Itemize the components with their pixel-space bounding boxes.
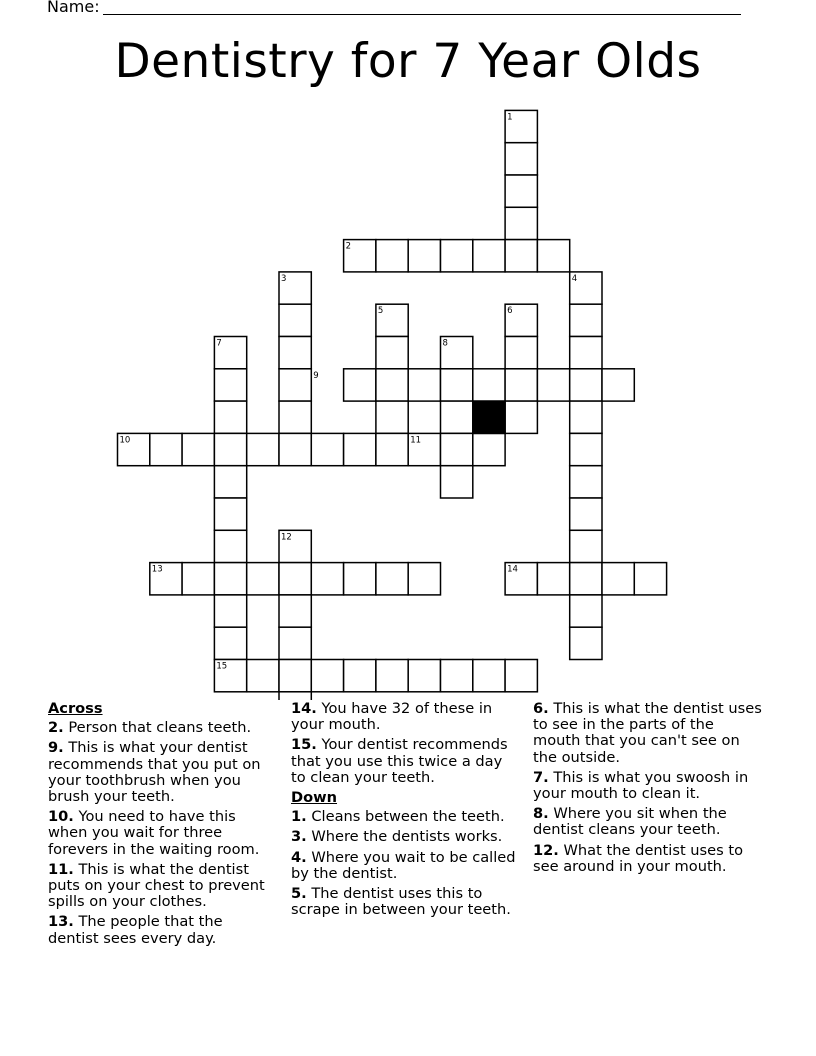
page-title: Dentistry for 7 Year Olds xyxy=(114,34,702,89)
clue-number: 13 xyxy=(151,564,163,575)
clue-num: 1. xyxy=(291,808,307,826)
grid-cell[interactable] xyxy=(214,433,246,465)
grid-cell[interactable] xyxy=(279,401,311,433)
grid-cell[interactable] xyxy=(505,337,537,369)
down-clue xyxy=(291,809,521,825)
grid-cell[interactable] xyxy=(473,433,505,465)
clue-num: 10. xyxy=(48,808,74,826)
down-clue xyxy=(291,850,521,882)
grid-cell[interactable] xyxy=(214,401,246,433)
grid-cell[interactable] xyxy=(214,563,246,595)
down-clue xyxy=(291,886,521,918)
grid-cell[interactable] xyxy=(570,627,602,659)
grid-cell[interactable] xyxy=(441,433,473,465)
grid-cell[interactable] xyxy=(344,433,376,465)
clue-text: Your dentist recommends that you use this twice a day to clean your teeth. xyxy=(291,736,508,786)
grid-cell[interactable] xyxy=(441,401,473,433)
clue-num: 7. xyxy=(533,768,549,786)
clue-column-1 xyxy=(48,701,273,951)
across-clue xyxy=(48,809,273,858)
across-clue xyxy=(48,720,273,736)
grid-cell[interactable] xyxy=(408,240,440,272)
grid-cell[interactable] xyxy=(214,466,246,498)
clue-text: Where the dentists works. xyxy=(306,828,503,846)
across-clue xyxy=(291,701,521,733)
grid-cell[interactable] xyxy=(214,627,246,659)
clue-text: Where you sit when the dentist cleans your teeth. xyxy=(533,805,727,839)
clue-text: This is what you swoosh in your mouth to clean it. xyxy=(533,768,749,803)
clue-number: 3 xyxy=(281,273,287,284)
grid-cell[interactable] xyxy=(570,369,602,401)
grid-cell[interactable] xyxy=(376,337,408,369)
grid-cell[interactable] xyxy=(182,563,214,595)
clue-number: 11 xyxy=(410,435,422,446)
across-clue xyxy=(291,737,521,786)
grid-cell[interactable] xyxy=(408,369,440,401)
grid-cell[interactable] xyxy=(247,563,279,595)
grid-cell[interactable] xyxy=(279,660,311,692)
clue-text: This is what your dentist recommends that you put on your toothbrush when you brush your teeth. xyxy=(48,739,261,806)
grid-cell[interactable] xyxy=(311,563,343,595)
name-label: Name: xyxy=(47,0,100,16)
grid-cell[interactable] xyxy=(311,433,343,465)
clue-number: 12 xyxy=(281,532,292,543)
grid-cell[interactable] xyxy=(279,563,311,595)
grid-cell[interactable] xyxy=(279,692,311,700)
clue-text: Where you wait to be called by the dentist. xyxy=(291,848,516,882)
clue-num: 13. xyxy=(48,913,74,931)
down-clue xyxy=(533,770,765,802)
clue-text: The dentist uses this to scrape in between your teeth. xyxy=(291,885,511,919)
grid-cell[interactable] xyxy=(570,595,602,627)
clue-number: 10 xyxy=(119,435,131,446)
grid-cell[interactable] xyxy=(537,563,569,595)
clue-num: 9. xyxy=(48,739,64,757)
grid-cell[interactable] xyxy=(376,433,408,465)
clue-num: 8. xyxy=(533,805,549,823)
clue-column-2 xyxy=(291,701,521,922)
grid-cell[interactable] xyxy=(570,530,602,562)
clue-text: This is what the dentist uses to see in the parts of the mouth that you can't see on the outside. xyxy=(533,700,762,766)
clue-text: What the dentist uses to see around in your mouth. xyxy=(533,841,744,875)
grid-cell[interactable] xyxy=(376,401,408,433)
grid-cell[interactable] xyxy=(279,595,311,627)
grid-cell[interactable] xyxy=(537,240,569,272)
grid-cell[interactable] xyxy=(473,660,505,692)
down-clue xyxy=(533,701,765,766)
grid-cell[interactable] xyxy=(376,240,408,272)
clue-text: Person that cleans teeth. xyxy=(63,719,252,737)
grid-cell[interactable] xyxy=(376,369,408,401)
grid-cell[interactable] xyxy=(376,563,408,595)
grid-cell[interactable] xyxy=(570,466,602,498)
grid-cell[interactable] xyxy=(570,433,602,465)
clue-number: 4 xyxy=(571,273,578,284)
grid-cell[interactable] xyxy=(505,207,537,239)
clue-num: 4. xyxy=(291,848,307,866)
grid-cell[interactable] xyxy=(570,304,602,336)
clue-number: 5 xyxy=(377,306,384,317)
grid-cell[interactable] xyxy=(408,563,440,595)
clue-num: 2. xyxy=(48,719,64,737)
grid-cell[interactable] xyxy=(344,660,376,692)
across-clue xyxy=(48,914,273,946)
grid-cell[interactable] xyxy=(247,433,279,465)
black-cell xyxy=(473,401,505,433)
grid-cell[interactable] xyxy=(311,660,343,692)
clue-number: 1 xyxy=(507,112,513,123)
clue-number: 15 xyxy=(216,661,228,672)
clue-text: This is what the dentist puts on your chest to prevent spills on your clothes. xyxy=(48,860,265,911)
clue-num: 12. xyxy=(533,841,559,859)
grid-cell[interactable] xyxy=(214,595,246,627)
grid-cell[interactable] xyxy=(505,175,537,207)
across-clue xyxy=(48,862,273,911)
clue-num: 6. xyxy=(533,700,549,717)
clue-number: 7 xyxy=(216,338,222,349)
clue-text: Cleans between the teeth. xyxy=(306,808,505,826)
clue-text: You have 32 of these in your mouth. xyxy=(291,700,493,734)
grid-cell[interactable] xyxy=(505,401,537,433)
clue-text: You need to have this when you wait for three forevers in the waiting room. xyxy=(48,808,260,858)
grid-cell[interactable] xyxy=(344,369,376,401)
grid-cell[interactable] xyxy=(344,563,376,595)
grid-cell[interactable] xyxy=(634,563,666,595)
grid-cell[interactable] xyxy=(441,466,473,498)
down-clue xyxy=(533,843,765,875)
grid-cell[interactable] xyxy=(505,143,537,175)
grid-cell[interactable] xyxy=(602,369,634,401)
grid-cell[interactable] xyxy=(408,660,440,692)
clue-number: 8 xyxy=(442,338,448,349)
grid-cell[interactable] xyxy=(214,369,246,401)
grid-cell[interactable] xyxy=(473,369,505,401)
clue-number: 2 xyxy=(345,241,352,252)
grid-cell[interactable] xyxy=(279,627,311,659)
grid-cell[interactable] xyxy=(602,563,634,595)
clue-num: 14. xyxy=(291,700,317,717)
grid-cell[interactable] xyxy=(279,337,311,369)
grid-cell[interactable] xyxy=(214,530,246,562)
clue-num: 5. xyxy=(291,885,307,903)
grid-cell[interactable] xyxy=(441,240,473,272)
grid-cell[interactable] xyxy=(570,563,602,595)
grid-cell[interactable] xyxy=(441,369,473,401)
grid-cell[interactable] xyxy=(537,369,569,401)
down-heading: Down xyxy=(291,789,338,807)
across-clue xyxy=(48,740,273,805)
grid-cell[interactable] xyxy=(570,337,602,369)
grid-cell[interactable] xyxy=(279,433,311,465)
clue-num: 15. xyxy=(291,736,317,754)
clue-column-3 xyxy=(533,701,765,879)
grid-cell[interactable] xyxy=(150,433,182,465)
grid-cell[interactable] xyxy=(505,660,537,692)
grid-cell[interactable] xyxy=(570,401,602,433)
grid-cell[interactable] xyxy=(279,304,311,336)
clue-num: 3. xyxy=(291,828,307,846)
grid-cell[interactable] xyxy=(376,660,408,692)
grid-cell[interactable] xyxy=(505,240,537,272)
grid-cell[interactable] xyxy=(505,369,537,401)
grid-cell[interactable] xyxy=(214,498,246,530)
grid-cell[interactable] xyxy=(473,240,505,272)
clue-num: 11. xyxy=(48,860,74,878)
grid-cell[interactable] xyxy=(247,660,279,692)
grid-cell[interactable] xyxy=(570,498,602,530)
grid-cell[interactable] xyxy=(441,660,473,692)
down-clue xyxy=(533,806,765,838)
clue-number: 9 xyxy=(313,370,319,381)
across-heading: Across xyxy=(48,700,103,717)
grid-cell[interactable] xyxy=(182,433,214,465)
grid-cell[interactable] xyxy=(279,369,311,401)
clue-text: The people that the dentist sees every day. xyxy=(48,913,223,947)
down-clue xyxy=(291,829,521,845)
clue-number: 6 xyxy=(507,306,513,317)
clue-number: 14 xyxy=(507,564,518,575)
